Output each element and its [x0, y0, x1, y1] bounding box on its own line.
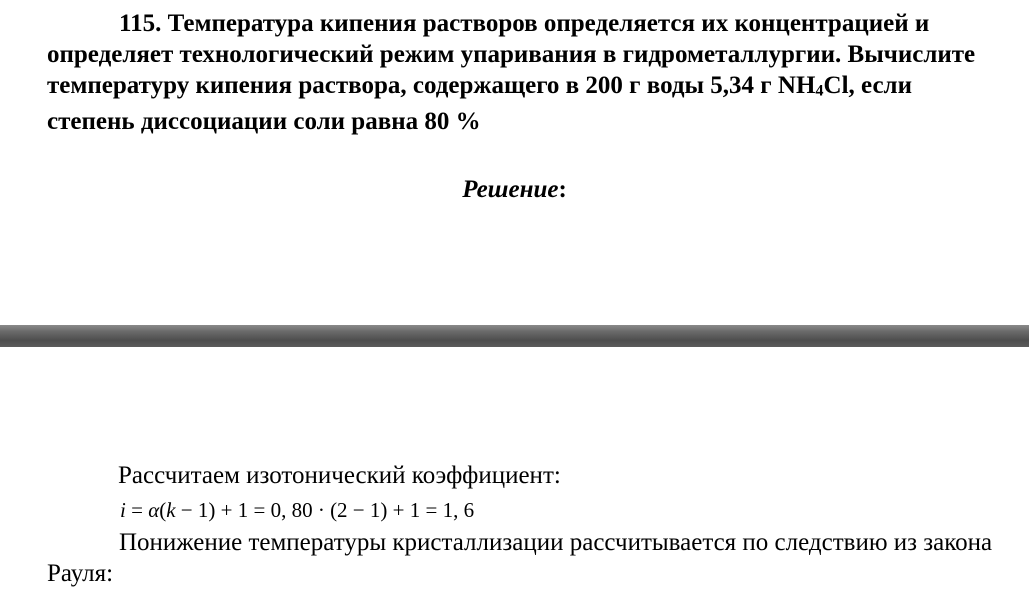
- problem-statement: [47, 8, 977, 137]
- formula-alpha: α: [148, 498, 160, 522]
- problem-number: 115.: [119, 10, 162, 37]
- formula-paren: (: [159, 498, 167, 522]
- isotonic-coefficient-formula: [120, 496, 474, 524]
- solution-heading-text: Решение: [462, 176, 559, 203]
- page-break-divider: [0, 325, 1029, 347]
- raoult-law-paragraph: Понижение температуры кристаллизации рассчитывается по следствию из закона Рауля:: [47, 529, 993, 587]
- formula-subscript: 4: [815, 81, 824, 100]
- solution-heading-colon: :: [558, 176, 567, 203]
- problem-text-part-1: Температура кипения растворов определяется их концентрацией и определяет технологический режим упаривания в гидрометаллургии. Вычислите температуру кипения раствора, содержащего в 200 г воды 5,34 г NH: [47, 10, 976, 99]
- formula-i: i: [120, 498, 126, 522]
- problem-text-part-2: Cl, если степень диссоциации соли равна 80 %: [47, 72, 912, 136]
- formula-eq1: =: [125, 498, 149, 522]
- solution-heading: [0, 174, 1029, 205]
- isotonic-coefficient-intro: Рассчитаем изотонический коэффициент:: [118, 462, 561, 489]
- formula-k: k: [166, 498, 176, 522]
- formula-rest: − 1) + 1 = 0, 80 · (2 − 1) + 1 = 1, 6: [175, 498, 475, 522]
